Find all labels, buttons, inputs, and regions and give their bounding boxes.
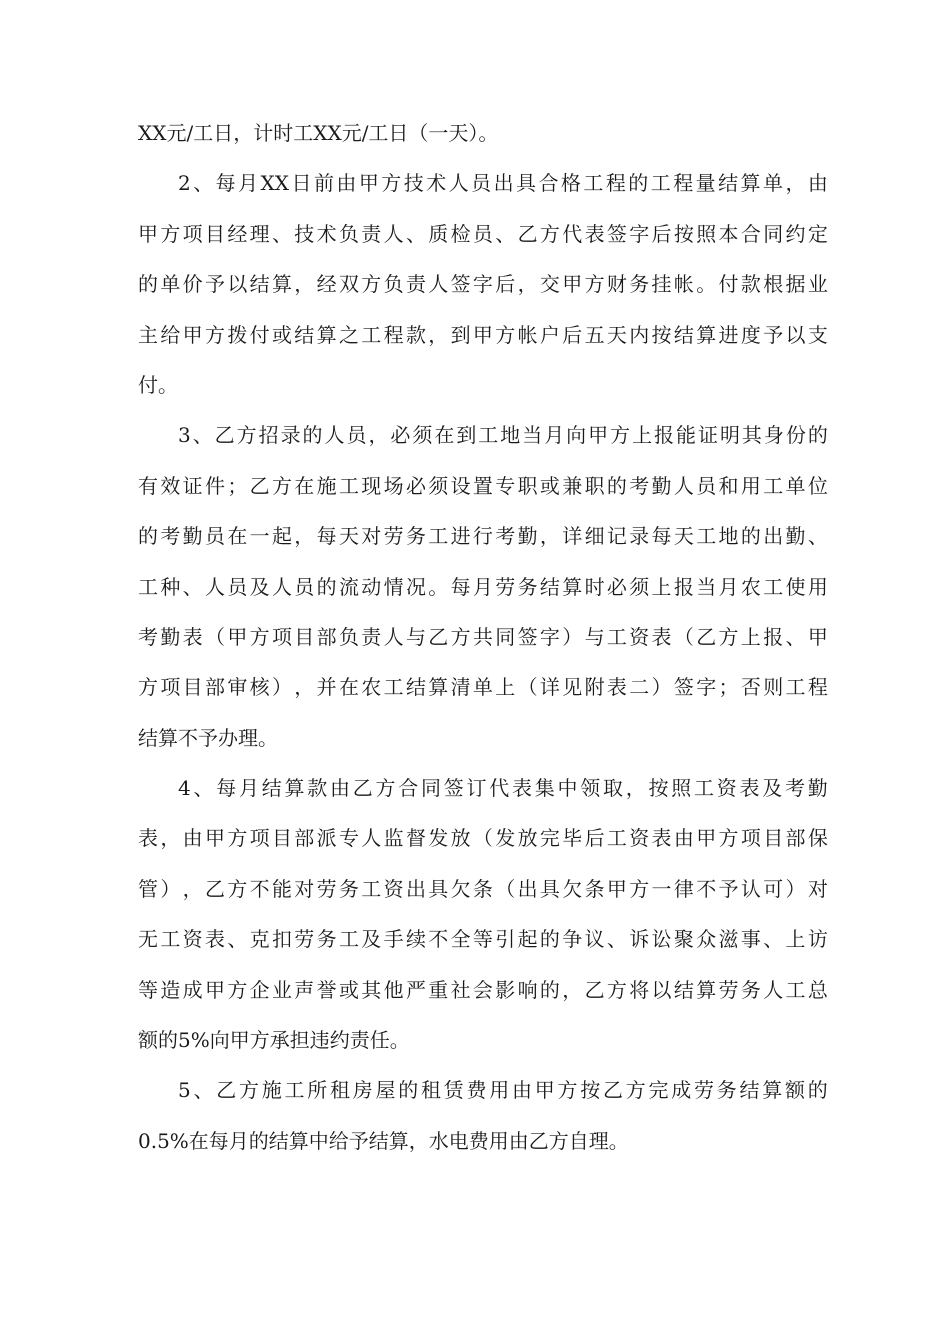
text-line: 表 ， 由 甲 方 项 目 部 派 专 人 监 督 发 放 （ 发 放 完 毕 后 工 资 表 由 甲 方 项 目 部 保 <box>138 826 828 851</box>
text-line: 2 、 每 月 XX 日 前 由 甲 方 技 术 人 员 出 具 合 格 工 程 的 工 程 量 结 算 单 ， 由 <box>178 171 828 196</box>
text-line: 考 勤 表 （ 甲 方 项 目 部 负 责 人 与 乙 方 共 同 签 字 ） 与 工 资 表 （ 乙 方 上 报 、 甲 <box>138 624 828 649</box>
text-line: 的 考 勤 员 在 一 起 ， 每 天 对 劳 务 工 进 行 考 勤 ， 详 细 记 录 每 天 工 地 的 出 勤 、 <box>138 524 828 549</box>
text-line: 工 种 、 人 员 及 人 员 的 流 动 情 况 。 每 月 劳 务 结 算 时 必 须 上 报 当 月 农 工 使 用 <box>138 574 828 599</box>
text-line: 4 、 每 月 结 算 款 由 乙 方 合 同 签 订 代 表 集 中 领 取 ， 按 照 工 资 表 及 考 勤 <box>178 776 828 801</box>
text-line: 5 、 乙 方 施 工 所 租 房 屋 的 租 赁 费 用 由 甲 方 按 乙 方 完 成 劳 务 结 算 额 的 <box>178 1078 828 1103</box>
text-line: 的 单 价 予 以 结 算 ， 经 双 方 负 责 人 签 字 后 ， 交 甲 方 财 务 挂 帐 。 付 款 根 据 业 <box>138 272 828 297</box>
text-line: 等 造 成 甲 方 企 业 声 誉 或 其 他 严 重 社 会 影 响 的 ， 乙 方 将 以 结 算 劳 务 人 工 总 <box>138 977 828 1002</box>
text-line: 无 工 资 表 、 克 扣 劳 务 工 及 手 续 不 全 等 引 起 的 争 议 、 诉 讼 聚 众 滋 事 、 上 访 <box>138 927 828 952</box>
text-line: 方 项 目 部 审 核 ） ， 并 在 农 工 结 算 清 单 上 （ 详 见 附 表 二 ） 签 字 ； 否 则 工 程 <box>138 675 828 700</box>
document-body <box>138 108 828 1166</box>
text-line: 结算不予办理。 <box>138 725 278 750</box>
text-line: 付。 <box>138 372 178 397</box>
text-line: 3 、 乙 方 招 录 的 人 员 ， 必 须 在 到 工 地 当 月 向 甲 方 上 报 能 证 明 其 身 份 的 <box>178 423 828 448</box>
text-line: 额的5%向甲方承担违约责任。 <box>138 1028 410 1053</box>
text-line: 主 给 甲 方 拨 付 或 结 算 之 工 程 款 ， 到 甲 方 帐 户 后 五 天 内 按 结 算 进 度 予 以 支 <box>138 322 828 347</box>
text-line: XX元/工日，计时工XX元/工日（一天）。 <box>138 121 499 145</box>
text-line: 0.5%在每月的结算中给予结算，水电费用由乙方自理。 <box>138 1128 629 1153</box>
text-line: 管 ） ， 乙 方 不 能 对 劳 务 工 资 出 具 欠 条 （ 出 具 欠 条 甲 方 一 律 不 予 认 可 ） 对 <box>138 876 828 901</box>
text-line: 有 效 证 件 ； 乙 方 在 施 工 现 场 必 须 设 置 专 职 或 兼 职 的 考 勤 人 员 和 用 工 单 位 <box>138 473 828 498</box>
text-line: 甲 方 项 目 经 理 、 技 术 负 责 人 、 质 检 员 、 乙 方 代 表 签 字 后 按 照 本 合 同 约 定 <box>138 221 828 246</box>
